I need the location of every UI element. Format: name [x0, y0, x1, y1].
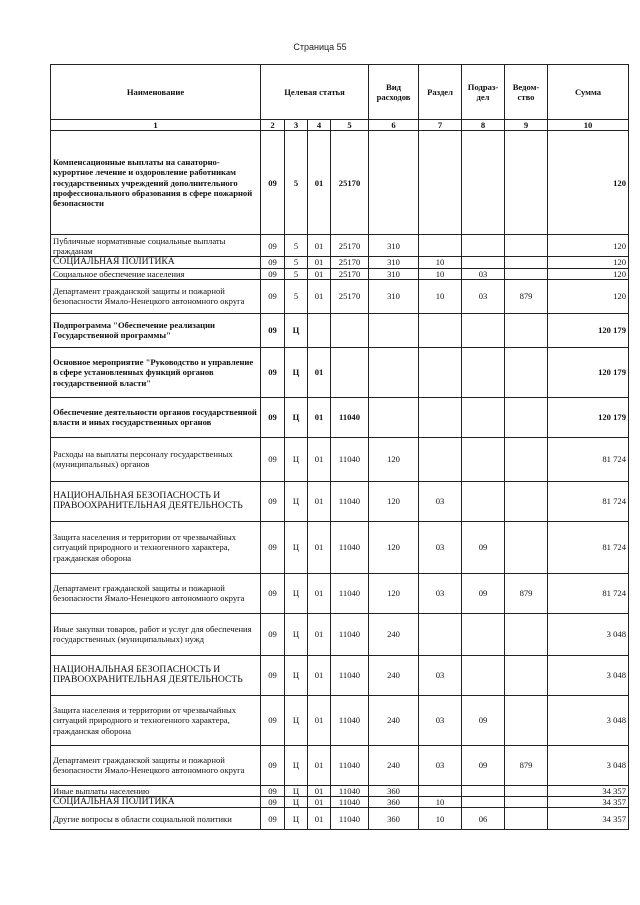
target-code-subprogram: Ц	[285, 797, 308, 808]
department-cell	[505, 437, 548, 481]
header-subsection: Подраз-дел	[462, 65, 505, 120]
section-cell	[419, 313, 462, 347]
department-cell: 879	[505, 745, 548, 785]
row-name: Защита населения и территории от чрезвычайных ситуаций природного и техногенного характера, гражданская оборона	[51, 695, 261, 745]
target-code-subprogram: Ц	[285, 655, 308, 695]
row-name: Департамент гражданской защиты и пожарной безопасности Ямало-Ненецкого автономного округа	[51, 573, 261, 613]
expense-type-cell: 120	[369, 437, 419, 481]
section-cell	[419, 785, 462, 796]
target-code-event: 01	[308, 268, 331, 279]
table-row	[51, 268, 629, 279]
table-body	[51, 131, 629, 830]
row-name: Публичные нормативные социальные выплаты гражданам	[51, 235, 261, 257]
target-code-event: 01	[308, 785, 331, 796]
table-row	[51, 521, 629, 573]
target-code-program: 09	[261, 313, 285, 347]
section-cell: 10	[419, 279, 462, 313]
department-cell	[505, 347, 548, 397]
target-code-event: 01	[308, 521, 331, 573]
sum-cell: 3 048	[548, 695, 629, 745]
section-cell: 03	[419, 745, 462, 785]
sum-cell: 120	[548, 279, 629, 313]
subsection-cell: 09	[462, 745, 505, 785]
row-name: Иные выплаты населению	[51, 785, 261, 796]
target-code-direction: 11040	[331, 481, 369, 521]
section-cell: 10	[419, 257, 462, 268]
column-index: 1	[51, 120, 261, 131]
expense-type-cell: 240	[369, 745, 419, 785]
subsection-cell: 03	[462, 268, 505, 279]
expense-type-cell: 120	[369, 521, 419, 573]
table-row	[51, 279, 629, 313]
table-row	[51, 347, 629, 397]
department-cell	[505, 521, 548, 573]
target-code-subprogram: Ц	[285, 785, 308, 796]
target-code-program: 09	[261, 695, 285, 745]
section-cell: 03	[419, 481, 462, 521]
section-cell: 03	[419, 521, 462, 573]
department-cell: 879	[505, 279, 548, 313]
section-cell: 10	[419, 797, 462, 808]
target-code-event: 01	[308, 235, 331, 257]
target-code-direction	[331, 347, 369, 397]
department-cell	[505, 257, 548, 268]
target-code-direction: 25170	[331, 235, 369, 257]
subsection-cell	[462, 655, 505, 695]
target-code-subprogram: Ц	[285, 613, 308, 655]
header-target-article: Целевая статья	[261, 65, 369, 120]
column-index-row	[51, 120, 629, 131]
sum-cell: 120	[548, 257, 629, 268]
expense-type-cell	[369, 347, 419, 397]
target-code-program: 09	[261, 785, 285, 796]
target-code-subprogram: Ц	[285, 745, 308, 785]
sum-cell: 81 724	[548, 437, 629, 481]
row-name: Компенсационные выплаты на санаторно-курортное лечение и оздоровление работникам государственных учреждений дополнительного профессионального образования в сфере пожарной безопасности	[51, 131, 261, 235]
row-name: СОЦИАЛЬНАЯ ПОЛИТИКА	[51, 797, 261, 808]
target-code-direction: 11040	[331, 397, 369, 437]
department-cell	[505, 481, 548, 521]
expense-type-cell: 310	[369, 235, 419, 257]
table-row	[51, 131, 629, 235]
target-code-subprogram: 5	[285, 131, 308, 235]
target-code-direction: 11040	[331, 745, 369, 785]
target-code-direction: 11040	[331, 785, 369, 796]
subsection-cell	[462, 437, 505, 481]
target-code-event: 01	[308, 655, 331, 695]
table-row	[51, 613, 629, 655]
target-code-subprogram: 5	[285, 268, 308, 279]
target-code-event: 01	[308, 695, 331, 745]
target-code-direction: 25170	[331, 268, 369, 279]
subsection-cell: 09	[462, 695, 505, 745]
header-sum: Сумма	[548, 65, 629, 120]
sum-cell: 120	[548, 268, 629, 279]
section-cell	[419, 347, 462, 397]
expense-type-cell: 360	[369, 785, 419, 796]
target-code-program: 09	[261, 573, 285, 613]
section-cell: 03	[419, 573, 462, 613]
expense-type-cell	[369, 313, 419, 347]
sum-cell: 81 724	[548, 521, 629, 573]
target-code-subprogram: Ц	[285, 521, 308, 573]
expense-type-cell: 240	[369, 613, 419, 655]
row-name: НАЦИОНАЛЬНАЯ БЕЗОПАСНОСТЬ И ПРАВООХРАНИТЕЛЬНАЯ ДЕЯТЕЛЬНОСТЬ	[51, 655, 261, 695]
target-code-direction: 11040	[331, 695, 369, 745]
table-row	[51, 785, 629, 796]
subsection-cell: 03	[462, 279, 505, 313]
target-code-direction: 11040	[331, 437, 369, 481]
table-row	[51, 745, 629, 785]
target-code-direction: 11040	[331, 573, 369, 613]
target-code-subprogram: Ц	[285, 347, 308, 397]
column-index: 6	[369, 120, 419, 131]
table-row	[51, 313, 629, 347]
department-cell	[505, 655, 548, 695]
target-code-program: 09	[261, 279, 285, 313]
subsection-cell	[462, 397, 505, 437]
sum-cell: 81 724	[548, 573, 629, 613]
target-code-direction: 11040	[331, 521, 369, 573]
target-code-subprogram: 5	[285, 257, 308, 268]
subsection-cell	[462, 257, 505, 268]
target-code-program: 09	[261, 347, 285, 397]
department-cell	[505, 235, 548, 257]
target-code-event: 01	[308, 481, 331, 521]
target-code-event: 01	[308, 397, 331, 437]
section-cell: 03	[419, 655, 462, 695]
department-cell	[505, 808, 548, 830]
target-code-direction: 25170	[331, 279, 369, 313]
department-cell	[505, 397, 548, 437]
section-cell	[419, 613, 462, 655]
target-code-event: 01	[308, 808, 331, 830]
table-row	[51, 481, 629, 521]
sum-cell: 120 179	[548, 397, 629, 437]
expense-type-cell	[369, 131, 419, 235]
row-name: Департамент гражданской защиты и пожарной безопасности Ямало-Ненецкого автономного округа	[51, 279, 261, 313]
target-code-subprogram: Ц	[285, 481, 308, 521]
target-code-event	[308, 313, 331, 347]
expense-type-cell: 310	[369, 268, 419, 279]
row-name: Расходы на выплаты персоналу государственных (муниципальных) органов	[51, 437, 261, 481]
target-code-program: 09	[261, 131, 285, 235]
sum-cell: 120	[548, 235, 629, 257]
target-code-direction: 11040	[331, 655, 369, 695]
department-cell	[505, 797, 548, 808]
header-name: Наименование	[51, 65, 261, 120]
row-name: Обеспечение деятельности органов государственной власти и иных государственных органов	[51, 397, 261, 437]
section-cell: 10	[419, 268, 462, 279]
target-code-program: 09	[261, 745, 285, 785]
sum-cell: 120 179	[548, 347, 629, 397]
table-row	[51, 655, 629, 695]
expense-type-cell: 360	[369, 808, 419, 830]
target-code-direction: 11040	[331, 797, 369, 808]
column-index: 10	[548, 120, 629, 131]
column-index: 5	[331, 120, 369, 131]
department-cell	[505, 268, 548, 279]
target-code-subprogram: Ц	[285, 573, 308, 613]
target-code-program: 09	[261, 521, 285, 573]
subsection-cell	[462, 235, 505, 257]
sum-cell: 120 179	[548, 313, 629, 347]
target-code-direction: 11040	[331, 613, 369, 655]
sum-cell: 34 357	[548, 808, 629, 830]
section-cell	[419, 131, 462, 235]
header-department: Ведом-ство	[505, 65, 548, 120]
column-index: 9	[505, 120, 548, 131]
sum-cell: 3 048	[548, 613, 629, 655]
row-name: НАЦИОНАЛЬНАЯ БЕЗОПАСНОСТЬ И ПРАВООХРАНИТЕЛЬНАЯ ДЕЯТЕЛЬНОСТЬ	[51, 481, 261, 521]
section-cell	[419, 235, 462, 257]
department-cell	[505, 131, 548, 235]
target-code-event: 01	[308, 573, 331, 613]
column-index: 4	[308, 120, 331, 131]
target-code-direction: 25170	[331, 131, 369, 235]
header-row	[51, 65, 629, 120]
target-code-event: 01	[308, 613, 331, 655]
expense-type-cell: 240	[369, 695, 419, 745]
target-code-subprogram: Ц	[285, 695, 308, 745]
department-cell	[505, 613, 548, 655]
target-code-program: 09	[261, 797, 285, 808]
target-code-program: 09	[261, 481, 285, 521]
subsection-cell	[462, 785, 505, 796]
table-row	[51, 808, 629, 830]
subsection-cell: 09	[462, 521, 505, 573]
row-name: Другие вопросы в области социальной политики	[51, 808, 261, 830]
expense-type-cell: 120	[369, 573, 419, 613]
sum-cell: 81 724	[548, 481, 629, 521]
table-row	[51, 797, 629, 808]
sum-cell: 34 357	[548, 785, 629, 796]
header-expense-type: Вид расходов	[369, 65, 419, 120]
expense-type-cell: 310	[369, 257, 419, 268]
target-code-program: 09	[261, 437, 285, 481]
subsection-cell	[462, 347, 505, 397]
column-index: 2	[261, 120, 285, 131]
subsection-cell: 06	[462, 808, 505, 830]
row-name: Основное мероприятие "Руководство и управление в сфере установленных функций органов государственной власти"	[51, 347, 261, 397]
target-code-program: 09	[261, 257, 285, 268]
target-code-event: 01	[308, 347, 331, 397]
subsection-cell	[462, 313, 505, 347]
target-code-direction	[331, 313, 369, 347]
target-code-program: 09	[261, 268, 285, 279]
subsection-cell	[462, 131, 505, 235]
target-code-program: 09	[261, 808, 285, 830]
row-name: Социальное обеспечение населения	[51, 268, 261, 279]
subsection-cell: 09	[462, 573, 505, 613]
target-code-event: 01	[308, 279, 331, 313]
table-row	[51, 257, 629, 268]
table-row	[51, 573, 629, 613]
column-index: 3	[285, 120, 308, 131]
target-code-subprogram: 5	[285, 235, 308, 257]
section-cell: 03	[419, 695, 462, 745]
sum-cell: 34 357	[548, 797, 629, 808]
section-cell	[419, 397, 462, 437]
department-cell	[505, 695, 548, 745]
row-name: Департамент гражданской защиты и пожарной безопасности Ямало-Ненецкого автономного округа	[51, 745, 261, 785]
sum-cell: 3 048	[548, 655, 629, 695]
row-name: Подпрограмма "Обеспечение реализации Государственной программы"	[51, 313, 261, 347]
target-code-program: 09	[261, 397, 285, 437]
header-section: Раздел	[419, 65, 462, 120]
expense-type-cell: 310	[369, 279, 419, 313]
expense-type-cell: 120	[369, 481, 419, 521]
sum-cell: 120	[548, 131, 629, 235]
section-cell: 10	[419, 808, 462, 830]
row-name: Защита населения и территории от чрезвычайных ситуаций природного и техногенного характера, гражданская оборона	[51, 521, 261, 573]
target-code-event: 01	[308, 797, 331, 808]
department-cell	[505, 313, 548, 347]
target-code-subprogram: Ц	[285, 397, 308, 437]
department-cell	[505, 785, 548, 796]
expense-type-cell	[369, 397, 419, 437]
subsection-cell	[462, 797, 505, 808]
target-code-direction: 11040	[331, 808, 369, 830]
column-index: 7	[419, 120, 462, 131]
column-index: 8	[462, 120, 505, 131]
target-code-program: 09	[261, 235, 285, 257]
page-number: Страница 55	[293, 42, 347, 52]
table-row	[51, 397, 629, 437]
target-code-event: 01	[308, 437, 331, 481]
expense-type-cell: 240	[369, 655, 419, 695]
target-code-event: 01	[308, 257, 331, 268]
target-code-event: 01	[308, 131, 331, 235]
expense-type-cell: 360	[369, 797, 419, 808]
table-row	[51, 235, 629, 257]
section-cell	[419, 437, 462, 481]
budget-table	[50, 64, 629, 830]
sum-cell: 3 048	[548, 745, 629, 785]
table-row	[51, 695, 629, 745]
target-code-subprogram: 5	[285, 279, 308, 313]
subsection-cell	[462, 613, 505, 655]
target-code-program: 09	[261, 613, 285, 655]
target-code-event: 01	[308, 745, 331, 785]
target-code-direction: 25170	[331, 257, 369, 268]
subsection-cell	[462, 481, 505, 521]
target-code-program: 09	[261, 655, 285, 695]
department-cell: 879	[505, 573, 548, 613]
table-row	[51, 437, 629, 481]
target-code-subprogram: Ц	[285, 437, 308, 481]
row-name: СОЦИАЛЬНАЯ ПОЛИТИКА	[51, 257, 261, 268]
row-name: Иные закупки товаров, работ и услуг для обеспечения государственных (муниципальных) нужд	[51, 613, 261, 655]
target-code-subprogram: Ц	[285, 808, 308, 830]
target-code-subprogram: Ц	[285, 313, 308, 347]
